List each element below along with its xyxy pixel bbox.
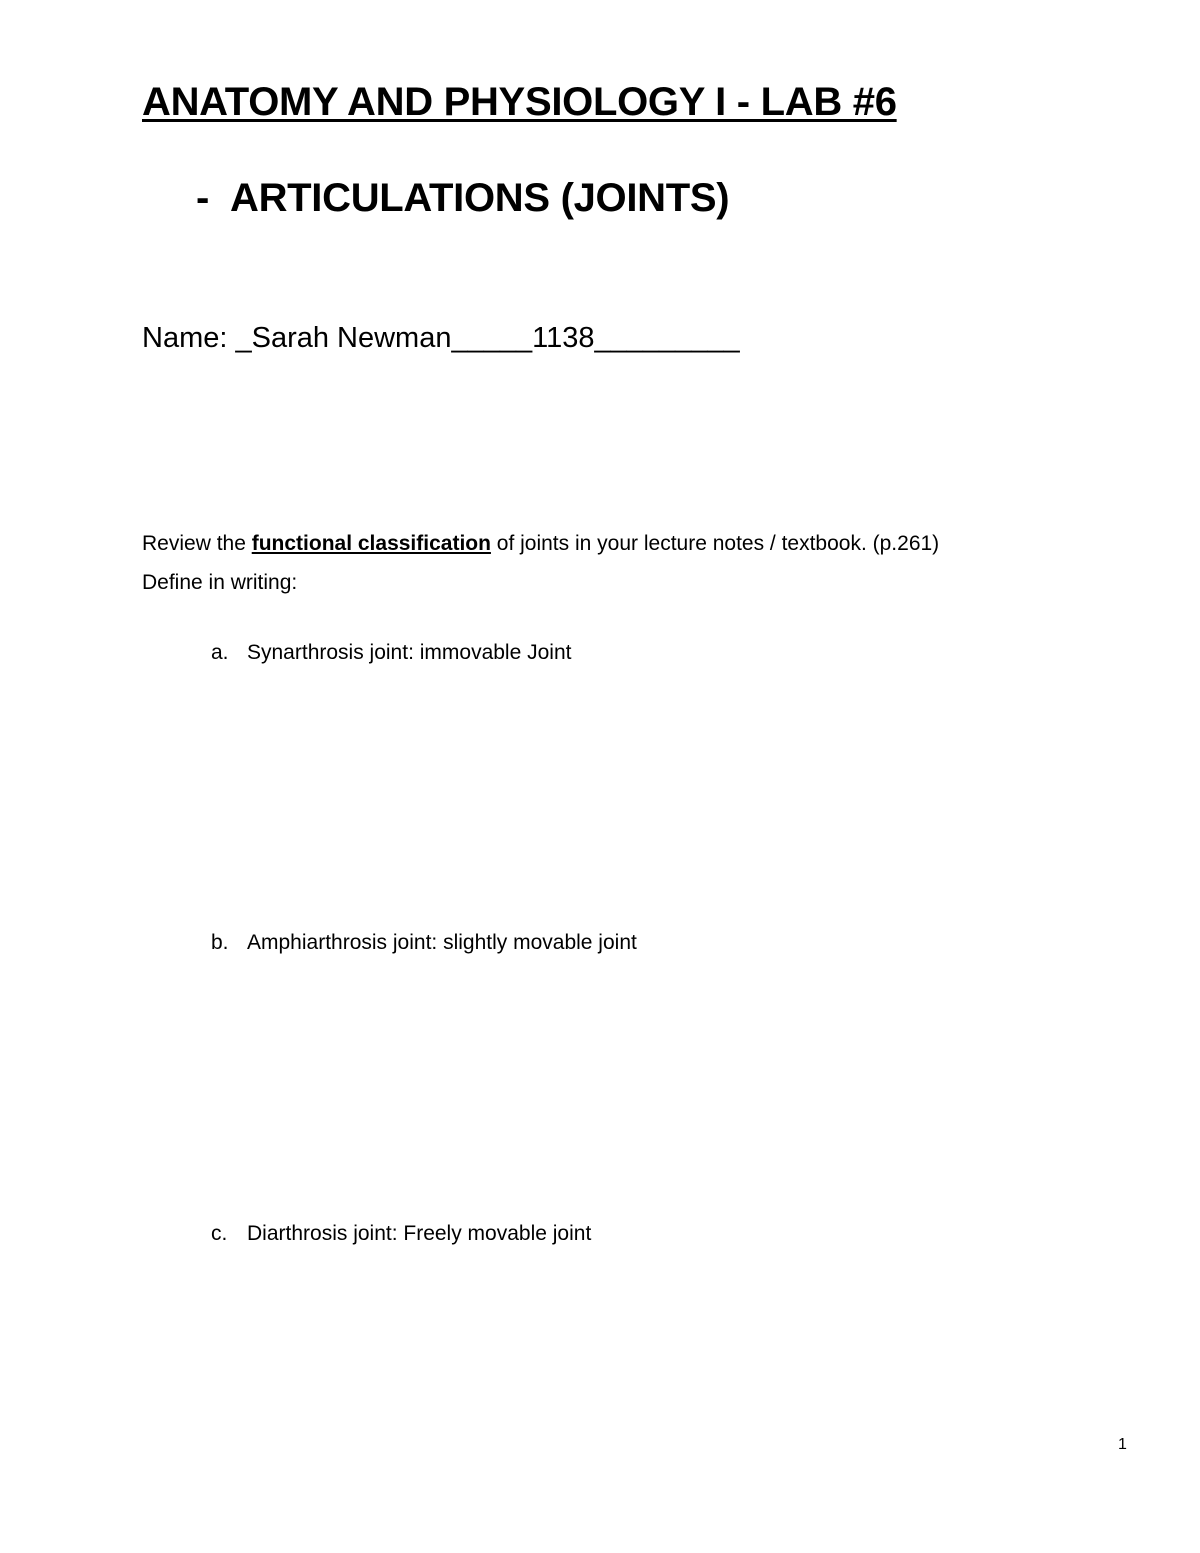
- instruction-line-2: Define in writing:: [142, 571, 298, 594]
- subtitle-text: ARTICULATIONS (JOINTS): [230, 176, 730, 220]
- list-item-text: Amphiarthrosis joint: slightly movable joint: [247, 931, 637, 954]
- list-item-amphiarthrosis: [211, 931, 637, 955]
- list-item-text: Synarthrosis joint: immovable Joint: [247, 641, 572, 664]
- list-item-synarthrosis: [211, 641, 571, 665]
- subtitle-dash: -: [196, 176, 210, 220]
- instruction-text-before: Review the: [142, 532, 252, 555]
- page-number: 1: [1118, 1436, 1127, 1453]
- key-term-functional-classification: functional classification: [251, 532, 491, 555]
- list-item-diarthrosis: [211, 1222, 591, 1246]
- list-marker: a.: [211, 641, 229, 664]
- list-marker: c.: [211, 1222, 228, 1245]
- list-marker: b.: [211, 931, 229, 954]
- instruction-text-after: of joints in your lecture notes / textbook. (p.261): [490, 532, 940, 555]
- instruction-paragraph: [142, 524, 939, 602]
- list-item-text: Diarthrosis joint: Freely movable joint: [247, 1222, 592, 1245]
- page-subtitle: [196, 176, 729, 221]
- student-name-line: Name: _Sarah Newman_____1138_________: [142, 322, 740, 354]
- page-title: ANATOMY AND PHYSIOLOGY I - LAB #6: [142, 80, 897, 124]
- instruction-line-1: [142, 524, 939, 563]
